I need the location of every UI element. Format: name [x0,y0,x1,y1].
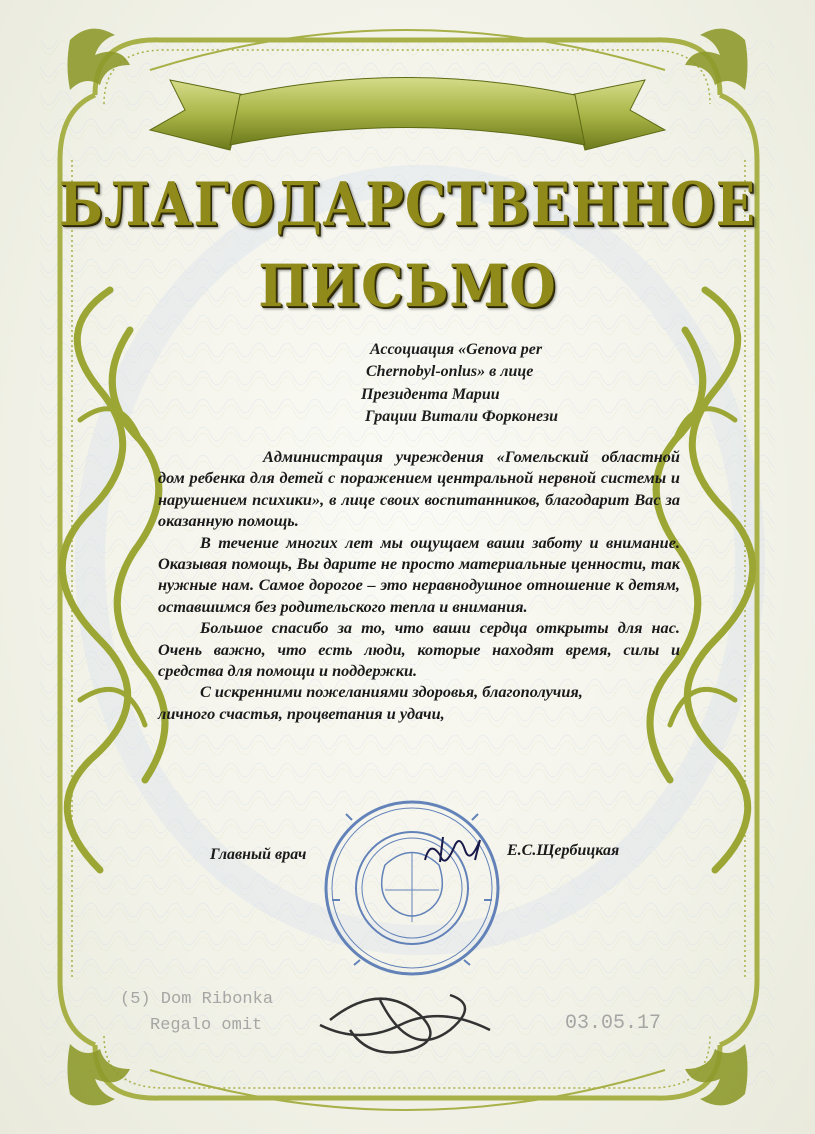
title-line-1: БЛАГОДАРСТВЕННОЕ [58,170,756,240]
body-paragraph-5: личного счастья, процветания и удачи, [158,703,445,723]
addressee-line-2: Chernobyl-onlus» в лице [366,363,534,380]
handwritten-date: 03.05.17 [565,1012,662,1035]
signature-position: Главный врач [210,846,307,863]
title-line-2: ПИСЬМО [258,252,557,320]
body-paragraph-4: С искренними пожеланиями здоровья, благополучия, [200,682,583,702]
addressee-line-1: Ассоциация «Genova per [370,341,543,358]
body-paragraph-1: Администрация учреждения «Гомельский областной дом ребенка для детей с поражением центральной нервной системы и нарушением психики», в лице своих воспитанников, благодарит Вас за оказанную помощь. [158,447,680,531]
addressee-line-4: Грации Витали Форконези [365,408,559,425]
signature-name: Е.С.Щербицкая [507,842,620,859]
body-paragraph-3: Большое спасибо за то, что ваши сердца открыты для нас. Очень важно, что есть люди, которые находят время, силы и средства для помощи и поддержки. [158,618,680,681]
addressee-line-3: Президента Марии [361,386,500,403]
letter-body [158,446,680,724]
body-paragraph-2: В течение многих лет мы ощущаем ваши заботу и внимание. Оказывая помощь, Вы дарите не просто материальные ценности, так нужные нам. Самое дорогое – это неравнодушное отношение к детям, оставшимся без родительского тепла и внимания. [158,532,680,616]
handwritten-note-line-2: Regalo omit [150,1016,263,1035]
handwritten-note-line-1: (5) Dom Ribonka [120,990,274,1009]
